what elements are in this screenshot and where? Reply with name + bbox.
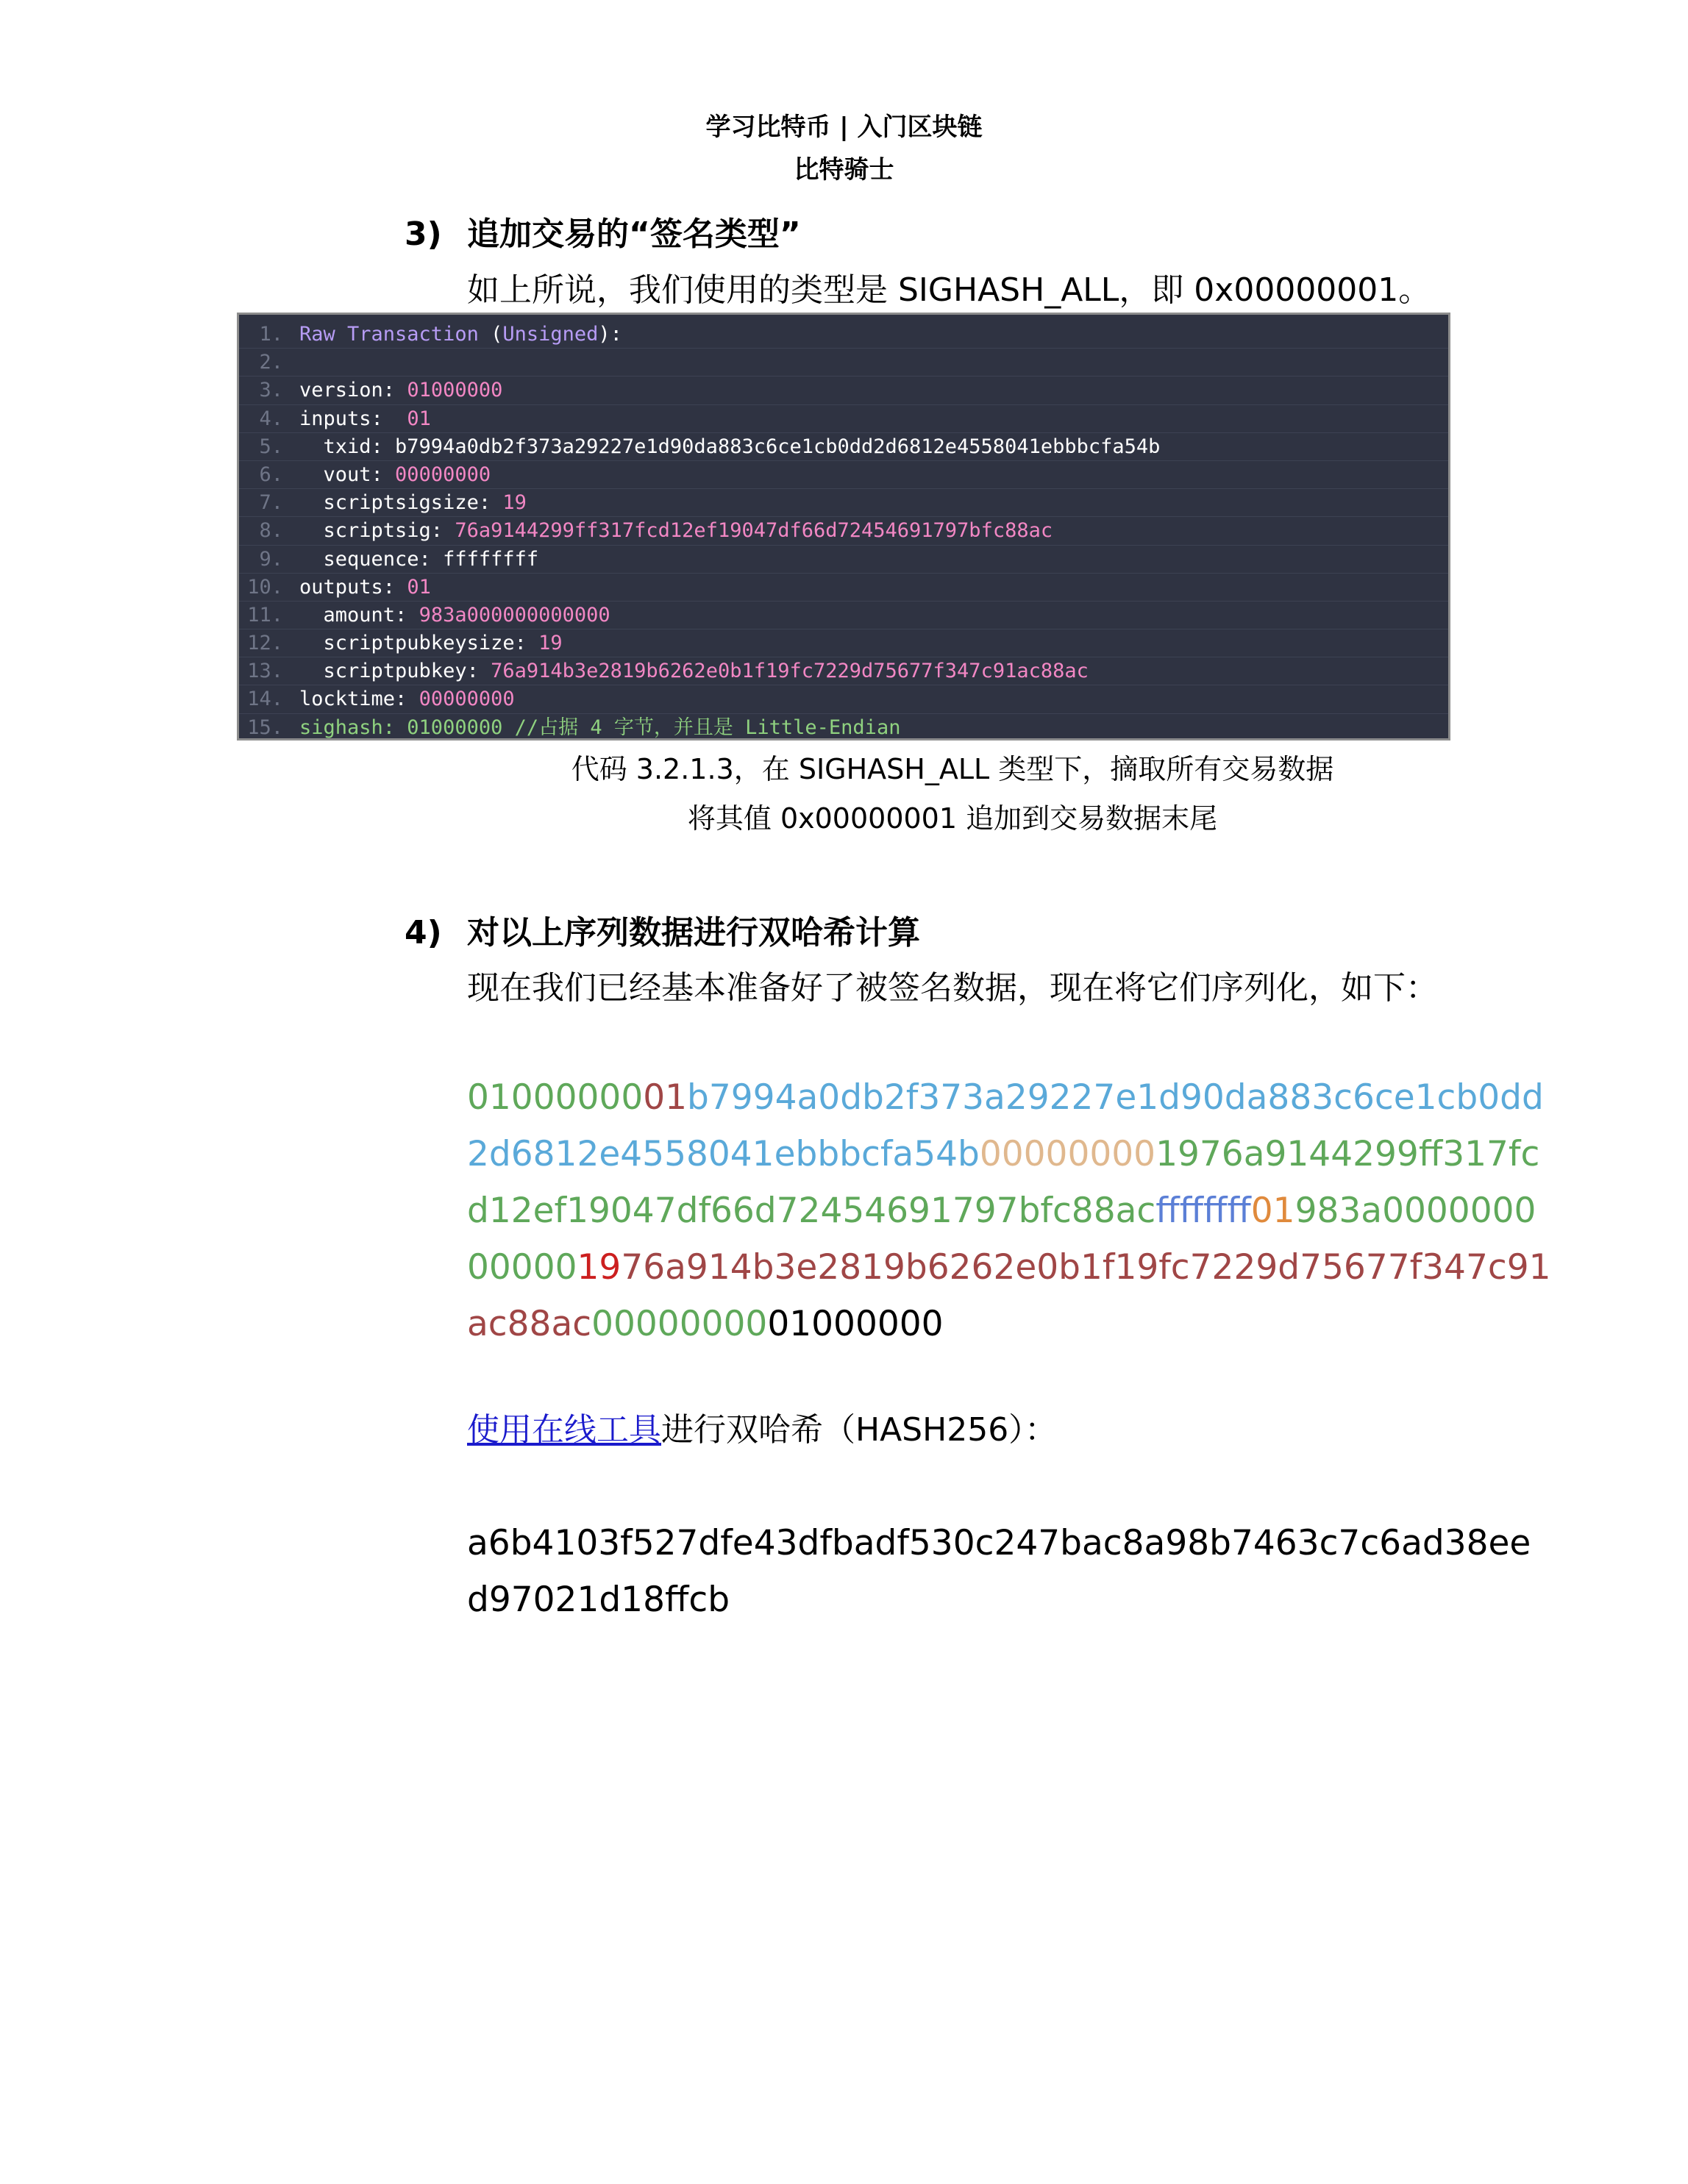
code-line [239,657,1448,685]
code-line [239,489,1448,517]
section-3-title: 追加交易的“签名类型” [467,215,801,253]
code-token: ( [491,323,503,346]
hex-segment: 01000000 [467,1077,644,1118]
code-caption-line-1: 代码 3.2.1.3，在 SIGHASH_ALL 类型下，摘取所有交易数据 [571,753,1334,785]
code-token: vout: [299,463,396,486]
code-line [239,602,1448,629]
code-line [239,517,1448,545]
header-subtitle: 比特骑士 [794,155,894,185]
code-line [239,433,1448,461]
code-line [239,714,1448,741]
section-3-number: 3) [405,215,442,253]
online-tool-link[interactable]: 使用在线工具 [467,1411,661,1449]
code-token: inputs: [299,407,407,430]
tool-line [467,1403,1057,1450]
hex-segment: 00000000 [979,1134,1156,1174]
line-number: 9. [259,547,283,571]
line-number: 6. [259,463,283,486]
line-number: 3. [259,379,283,402]
hex-segment: 00000000 [591,1304,768,1344]
code-line [239,574,1448,602]
hex-segment: ac88ac [467,1304,592,1344]
code-token: 01 [407,407,431,430]
line-number: 14. [247,688,283,711]
serialized-hex-data [467,1069,1551,1352]
hex-segment: 76a914b3e2819b6262e0b1f19fc7229d75677f347c91 [621,1247,1551,1288]
serialized-line [467,1182,1551,1239]
code-token: locktime: [299,688,419,711]
section-3-heading [405,207,801,254]
code-token: 76a9144299ff317fcd12ef19047df66d72454691797bfc88ac [455,519,1053,543]
hex-segment: 76a9144299ff317fc [1199,1134,1540,1174]
line-number: 12. [247,632,283,655]
code-token: 01000000 [407,379,503,402]
hash-result [467,1515,1531,1628]
code-line [239,546,1448,574]
section-4-heading [405,906,920,953]
code-token: 01 [407,575,431,599]
line-number: 5. [259,435,283,458]
code-token: 76a914b3e2819b6262e0b1f19fc7229d75677f347c91ac88ac [491,660,1089,683]
header-title: 学习比特币 | 入门区块链 [705,113,983,142]
section-3-text: 如上所说，我们使用的类型是 SIGHASH_ALL，即 0x00000001。 [467,271,1431,309]
hex-segment: 19 [577,1247,622,1288]
code-token: txid: b7994a0db2f373a29227e1d90da883c6ce1cb0dd2d6812e4558041ebbbcfa54b [299,435,1161,458]
code-line [239,461,1448,489]
hex-segment: 00000 [467,1247,577,1288]
hex-segment: 01 [1250,1191,1295,1231]
code-token: outputs: [299,575,407,599]
line-number: 2. [259,351,283,374]
hex-segment: d12ef19047df66d72454691797bfc88ac [467,1191,1156,1231]
code-block [237,313,1450,741]
code-token: scriptsig: [299,519,455,543]
code-token: ): [598,323,622,346]
code-line [239,629,1448,657]
line-number: 7. [259,491,283,515]
code-token: 00000000 [419,688,515,711]
serialized-line [467,1069,1551,1126]
code-caption-line-2: 将其值 0x00000001 追加到交易数据末尾 [687,802,1218,835]
hex-segment: 01000000 [767,1304,944,1344]
code-token: Unsigned [502,323,599,346]
code-token: sequence: ffffffff [299,547,539,571]
code-token: 19 [538,632,563,655]
section-4-title: 对以上序列数据进行双哈希计算 [467,914,920,952]
hex-segment: 2d6812e4558041ebbbcfa54b [467,1134,980,1174]
serialized-line [467,1296,1551,1352]
code-line [239,321,1448,349]
code-token: scriptpubkey: [299,660,491,683]
code-token: 19 [502,491,527,515]
serialized-line [467,1239,1551,1296]
code-token: 983a000000000000 [419,603,610,627]
line-number: 8. [259,519,283,543]
line-number: 1. [259,323,283,346]
code-token: amount: [299,603,419,627]
code-line [239,405,1448,433]
code-token: 00000000 [395,463,491,486]
code-token: sighash: 01000000 //占据 4 字节，并且是 Little-Endian [299,715,901,739]
section-4-text: 现在我们已经基本准备好了被签名数据，现在将它们序列化，如下： [467,969,1438,1007]
code-token: scriptpubkeysize: [299,632,539,655]
hex-segment: 983a0000000 [1295,1191,1536,1231]
tool-line-text: 进行双哈希（HASH256）： [661,1411,1058,1449]
line-number: 10. [247,575,283,599]
serialized-line [467,1126,1551,1182]
hex-segment: ffffffff [1155,1191,1251,1231]
line-number: 4. [259,407,283,430]
code-token: scriptsigsize: [299,491,503,515]
hex-segment: 01 [643,1077,688,1118]
hex-segment: b7994a0db2f373a29227e1d90da883c6ce1cb0dd [687,1077,1544,1118]
section-4-number: 4) [405,914,442,952]
code-line [239,685,1448,713]
code-token: version: [299,379,407,402]
code-line [239,377,1448,404]
hex-segment: 19 [1155,1134,1200,1174]
code-token: Raw Transaction [299,323,491,346]
hash-line-2: d97021d18ffcb [467,1580,730,1620]
line-number: 15. [247,715,283,739]
code-line [239,349,1448,377]
hash-line-1: a6b4103f527dfe43dfbadf530c247bac8a98b7463c7c6ad38ee [467,1523,1531,1563]
line-number: 13. [247,660,283,683]
line-number: 11. [247,603,283,627]
